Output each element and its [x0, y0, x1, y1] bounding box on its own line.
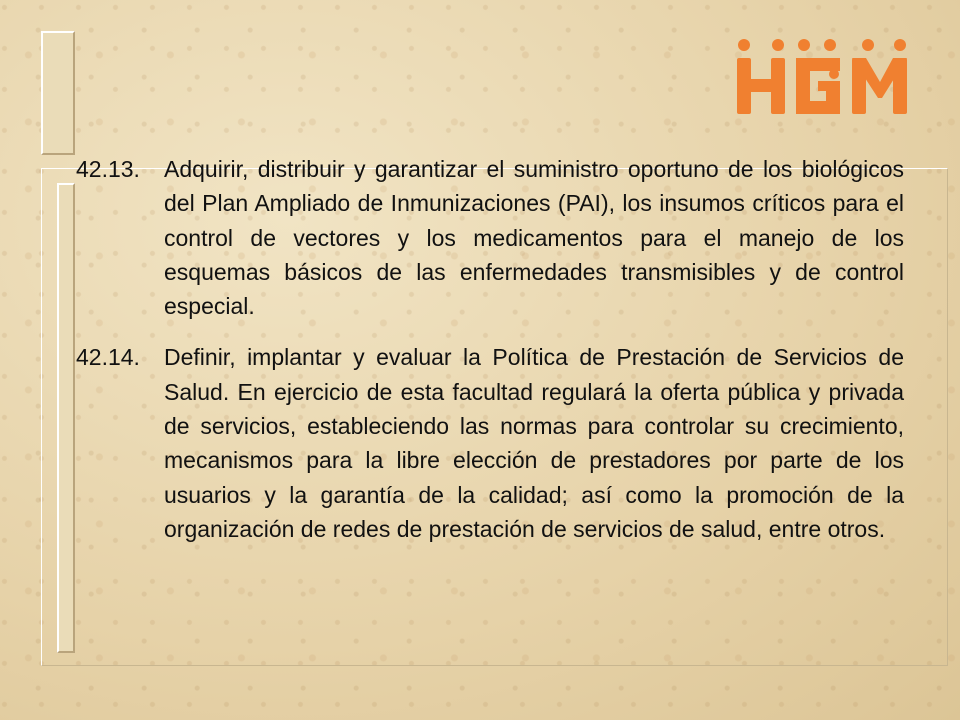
item-number: 42.13. — [76, 156, 140, 182]
list-item — [76, 152, 904, 323]
hgm-logo — [732, 36, 912, 118]
item-text: Definir, implantar y evaluar la Política de Prestación de Servicios de Salud. En ejercicio de esta facultad regulará la oferta pública y privada de servicios, estableciendo las normas para controlar su crecimiento, mecanismos para la libre elección de prestadores por parte de los usuarios y la garantía de la calidad; así como la promoción de la organización de redes de prestación de servicios de salud, entre otros. — [164, 344, 904, 542]
decorative-bar-top — [41, 31, 75, 155]
item-text: Adquirir, distribuir y garantizar el suministro oportuno de los biológicos del Plan Ampliado de Inmunizaciones (PAI), los insumos críticos para el control de vectores y los medicamentos para el manejo de los esquemas básicos de las enfermedades transmisibles y de control especial. — [164, 156, 904, 320]
item-number: 42.14. — [76, 344, 140, 371]
list-item — [76, 340, 904, 546]
document-body — [76, 152, 904, 563]
